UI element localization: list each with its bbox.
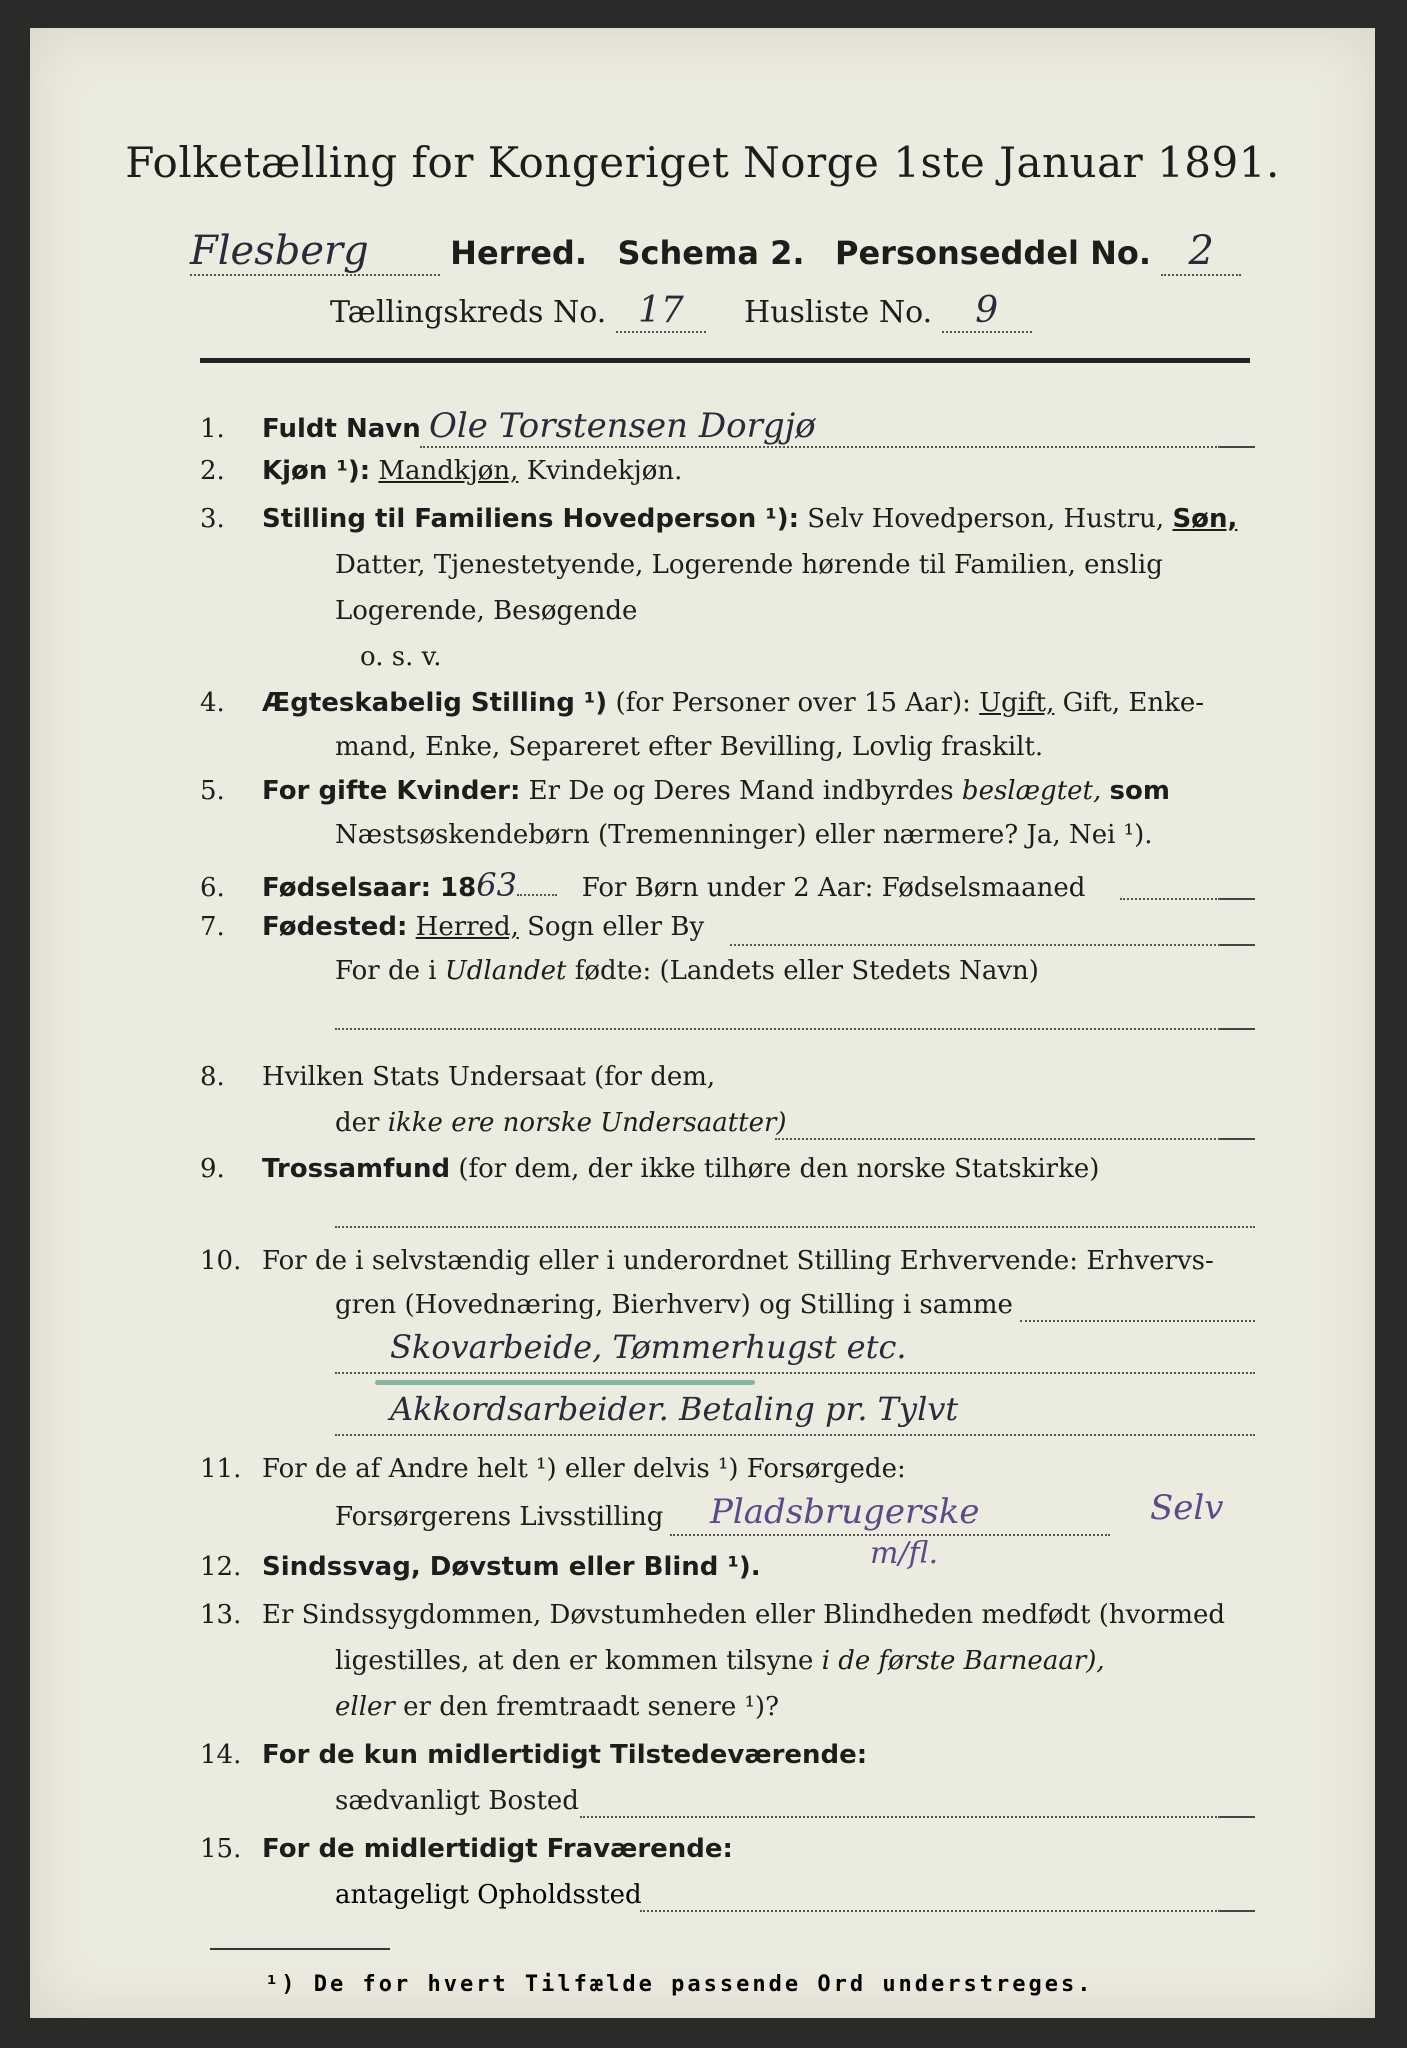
q3-line2: Datter, Tjenestetyende, Logerende hørende til Familien, enslig <box>335 550 1163 580</box>
header-rule <box>200 358 1250 363</box>
q7-udlandet: Udlandet <box>444 956 567 986</box>
q4-line2: mand, Enke, Separeret efter Bevilling, Lovlig fraskilt. <box>335 732 1044 762</box>
q3-line1: Selv Hovedperson, Hustru, <box>807 504 1165 534</box>
q7-row <box>200 912 704 942</box>
q8-line2a: der <box>335 1108 380 1138</box>
kreds-label: Tællingskreds No. <box>330 295 607 330</box>
q8-dotline <box>775 1138 1220 1140</box>
q1-value: Ole Torstensen Dorgjø <box>429 406 816 446</box>
q7-label: Fødested: <box>262 912 408 942</box>
q10-value2-dots <box>335 1434 1255 1436</box>
q14-dotline <box>580 1816 1220 1818</box>
q11-line2 <box>335 1502 663 1532</box>
q7-end <box>1220 944 1255 946</box>
q3-row <box>200 504 1237 534</box>
q14-line1: For de kun midlertidigt Tilstedeværende: <box>262 1740 868 1770</box>
personseddel-value: 2 <box>1161 228 1241 276</box>
q11-value3: m/fl. <box>870 1536 939 1571</box>
q8-line1: Hvilken Stats Undersaat (for dem, <box>262 1062 716 1092</box>
herred-label: Herred. <box>450 234 587 272</box>
q4-ugift: Ugift, <box>979 688 1055 718</box>
q1-row <box>200 406 816 446</box>
q14-end <box>1220 1816 1255 1818</box>
q12-row <box>200 1552 761 1582</box>
q7-blank-end <box>1220 1028 1255 1030</box>
q11-value2: Selv <box>1150 1488 1224 1528</box>
q2-row <box>200 456 682 486</box>
q10-value2: Akkordsarbeider. Betaling pr. Tylvt <box>390 1390 959 1428</box>
q6-label: Fødselsaar: 18 <box>262 873 477 903</box>
q7-dotline <box>730 944 1220 946</box>
q8-number: 8. <box>200 1062 225 1092</box>
q3-label: Stilling til Familiens Hovedperson ¹): <box>262 504 800 534</box>
q4-line1-end: Gift, Enke- <box>1062 688 1205 718</box>
q11-value1: Pladsbrugerske <box>710 1492 980 1532</box>
q8-line2b: ikke ere norske Undersaatter) <box>387 1108 787 1138</box>
q3-son: Søn, <box>1172 504 1238 534</box>
q3-line4: o. s. v. <box>360 642 442 672</box>
q2-number: 2. <box>200 456 225 486</box>
q8-end <box>1220 1138 1255 1140</box>
green-pencil-stroke <box>375 1380 755 1385</box>
q11-number: 11. <box>200 1454 242 1484</box>
q1-end <box>1220 446 1255 448</box>
q10-line1: For de i selvstændig eller i underordnet Stilling Erhvervende: Erhvervs- <box>262 1246 1214 1276</box>
q4-row <box>200 688 1204 718</box>
q5-som: som <box>1109 776 1170 806</box>
q1-label: Fuldt Navn <box>262 414 421 444</box>
q13-line1: Er Sindssygdommen, Døvstumheden eller Blindheden medfødt (hvormed <box>262 1600 1226 1630</box>
q6-number: 6. <box>200 873 225 903</box>
q4-line1: (for Personer over 15 Aar): <box>615 688 971 718</box>
q13-line3a: eller <box>335 1692 395 1722</box>
q7-line2a: For de i <box>335 956 437 986</box>
q2-kvindekjon: Kvindekjøn. <box>526 456 683 486</box>
q14-number: 14. <box>200 1740 242 1770</box>
schema-label: Schema 2. <box>617 234 805 272</box>
kreds-line <box>330 290 1032 333</box>
q10-line2: gren (Hovednæring, Bierhverv) og Stilling i samme <box>335 1290 1013 1320</box>
q6-row <box>200 866 1085 904</box>
q3-number: 3. <box>200 504 225 534</box>
q5-label: For gifte Kvinder: <box>262 776 521 806</box>
form-title: Folketælling for Kongeriget Norge 1ste Januar 1891. <box>125 138 1280 187</box>
q2-mandkjon: Mandkjøn, <box>378 456 519 486</box>
q13-line3 <box>335 1692 779 1722</box>
q14-line2: sædvanligt Bosted <box>335 1786 579 1816</box>
q4-label: Ægteskabelig Stilling ¹) <box>262 688 608 718</box>
q5-number: 5. <box>200 776 225 806</box>
herred-value: Flesberg <box>190 228 440 276</box>
q11-line1: For de af Andre helt ¹) eller delvis ¹) Forsørgede: <box>262 1454 906 1484</box>
q4-number: 4. <box>200 688 225 718</box>
q10-row <box>200 1246 1214 1276</box>
q9-dotline <box>335 1226 1255 1228</box>
q5-line2: Næstsøskendebørn (Tremenninger) eller nærmere? Ja, Nei ¹). <box>335 820 1153 850</box>
q13-line2b: i de første Barneaar), <box>821 1646 1105 1676</box>
q15-line1: For de midlertidigt Fraværende: <box>262 1834 733 1864</box>
q6-value: 63 <box>476 866 517 904</box>
q3-line3: Logerende, Besøgende <box>335 596 638 626</box>
q13-line2a: ligestilles, at den er kommen tilsyne <box>335 1646 814 1676</box>
q15-row <box>200 1834 733 1864</box>
q7-rest: Sogn eller By <box>527 912 705 942</box>
q5-beslaegtet: beslægtet, <box>961 776 1102 806</box>
herred-line <box>190 228 1241 276</box>
q11-row <box>200 1454 906 1484</box>
q7-number: 7. <box>200 912 225 942</box>
q13-line3b: er den fremtraadt senere ¹)? <box>403 1692 780 1722</box>
q10-value1: Skovarbeide, Tømmerhugst etc. <box>390 1328 907 1366</box>
husliste-value: 9 <box>942 290 1032 333</box>
q15-number: 15. <box>200 1834 242 1864</box>
q9-row <box>200 1154 1099 1184</box>
q9-number: 9. <box>200 1154 225 1184</box>
q13-line2 <box>335 1646 1105 1676</box>
q14-row <box>200 1740 867 1770</box>
q7-line2b: fødte: (Landets eller Stedets Navn) <box>574 956 1039 986</box>
q13-number: 13. <box>200 1600 242 1630</box>
footnote: ¹) De for hvert Tilfælde passende Ord understreges. <box>265 1972 1094 1997</box>
q11-line2-label: Forsørgerens Livsstilling <box>335 1502 664 1532</box>
q10-line2-dots <box>1020 1320 1255 1322</box>
q6-year-dots <box>517 894 557 896</box>
q8-row <box>200 1062 715 1092</box>
q12-label: Sindssvag, Døvstum eller Blind ¹). <box>262 1552 761 1582</box>
q6-rest: For Børn under 2 Aar: Fødselsmaaned <box>581 873 1086 903</box>
q10-value1-dots <box>335 1372 1255 1374</box>
q7-herred: Herred, <box>415 912 519 942</box>
q13-row <box>200 1600 1225 1630</box>
q6-dotline <box>1120 898 1220 900</box>
q7-line2 <box>335 956 1039 986</box>
q9-label: Trossamfund <box>262 1154 451 1184</box>
q12-number: 12. <box>200 1552 242 1582</box>
q8-line2 <box>335 1108 787 1138</box>
husliste-label: Husliste No. <box>744 295 933 330</box>
q5-row <box>200 776 1170 806</box>
q10-number: 10. <box>200 1246 242 1276</box>
census-form-page <box>30 28 1375 2018</box>
q15-line2: antageligt Opholdssted <box>335 1880 642 1910</box>
q5-line1: Er De og Deres Mand indbyrdes <box>528 776 954 806</box>
q7-blank-dotline <box>335 1028 1220 1030</box>
q2-label: Kjøn ¹): <box>262 456 371 486</box>
kreds-value: 17 <box>616 290 706 333</box>
q6-end <box>1220 898 1255 900</box>
q1-dotline <box>420 446 1220 448</box>
personseddel-label: Personseddel No. <box>835 234 1152 272</box>
q1-number: 1. <box>200 414 225 444</box>
q9-rest: (for dem, der ikke tilhøre den norske Statskirke) <box>458 1154 1100 1184</box>
